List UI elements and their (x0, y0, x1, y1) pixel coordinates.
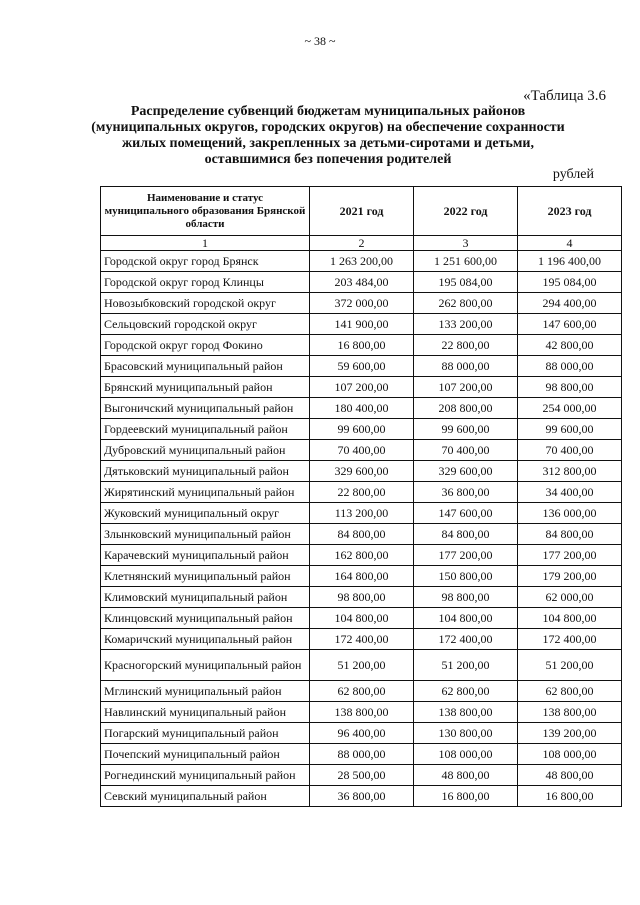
row-2022-cell: 138 800,00 (414, 702, 518, 723)
row-2021-cell: 98 800,00 (310, 587, 414, 608)
column-number: 3 (414, 236, 518, 251)
row-2021-cell: 22 800,00 (310, 482, 414, 503)
row-2022-cell: 22 800,00 (414, 335, 518, 356)
unit-label: рублей (552, 167, 594, 182)
row-2022-cell: 108 000,00 (414, 744, 518, 765)
column-header-2021: 2021 год (310, 187, 414, 236)
table-row (101, 419, 622, 440)
row-2022-cell: 208 800,00 (414, 398, 518, 419)
row-name-cell: Севский муниципальный район (101, 786, 310, 807)
row-2023-cell: 147 600,00 (518, 314, 622, 335)
row-2022-cell: 84 800,00 (414, 524, 518, 545)
column-number-row (101, 236, 622, 251)
row-2022-cell: 70 400,00 (414, 440, 518, 461)
row-2021-cell: 113 200,00 (310, 503, 414, 524)
row-2022-cell: 195 084,00 (414, 272, 518, 293)
row-name-cell: Клетнянский муниципальный район (101, 566, 310, 587)
table-row (101, 398, 622, 419)
table-row (101, 629, 622, 650)
row-2022-cell: 99 600,00 (414, 419, 518, 440)
row-2023-cell: 139 200,00 (518, 723, 622, 744)
row-2023-cell: 70 400,00 (518, 440, 622, 461)
row-name-cell: Новозыбковский городской округ (101, 293, 310, 314)
document-title: Распределение субвенций бюджетам муниципальных районов (муниципальных округов, городских округов) на обеспечение сохранности жилых помещений, закрепленных за детьми-сиротами и детьми, оставшимися без попечения родителей (91, 104, 565, 167)
table-label: «Таблица 3.6 (523, 88, 606, 104)
row-name-cell: Брянский муниципальный район (101, 377, 310, 398)
row-2023-cell: 98 800,00 (518, 377, 622, 398)
row-2022-cell: 16 800,00 (414, 786, 518, 807)
row-name-cell: Карачевский муниципальный район (101, 545, 310, 566)
row-2023-cell: 62 000,00 (518, 587, 622, 608)
row-2023-cell: 34 400,00 (518, 482, 622, 503)
row-2023-cell: 99 600,00 (518, 419, 622, 440)
row-2021-cell: 70 400,00 (310, 440, 414, 461)
table-header-row (101, 187, 622, 236)
row-2023-cell: 16 800,00 (518, 786, 622, 807)
row-2023-cell: 84 800,00 (518, 524, 622, 545)
row-2022-cell: 62 800,00 (414, 681, 518, 702)
row-name-cell: Дубровский муниципальный район (101, 440, 310, 461)
row-2021-cell: 62 800,00 (310, 681, 414, 702)
row-2023-cell: 138 800,00 (518, 702, 622, 723)
row-2022-cell: 133 200,00 (414, 314, 518, 335)
table-row (101, 650, 622, 681)
row-2023-cell: 254 000,00 (518, 398, 622, 419)
column-header-name: Наименование и статус муниципального образования Брянской области (101, 187, 310, 236)
row-2022-cell: 329 600,00 (414, 461, 518, 482)
row-name-cell: Брасовский муниципальный район (101, 356, 310, 377)
page-number: ~ 38 ~ (304, 34, 336, 48)
row-2021-cell: 164 800,00 (310, 566, 414, 587)
table-row (101, 314, 622, 335)
column-header-2022: 2022 год (414, 187, 518, 236)
table-row (101, 765, 622, 786)
table-row (101, 723, 622, 744)
column-header-2023: 2023 год (518, 187, 622, 236)
column-number: 4 (518, 236, 622, 251)
row-2021-cell: 36 800,00 (310, 786, 414, 807)
row-2023-cell: 88 000,00 (518, 356, 622, 377)
row-name-cell: Красногорский муниципальный район (101, 650, 310, 681)
subsidy-table (100, 186, 622, 807)
table-row (101, 272, 622, 293)
column-number: 2 (310, 236, 414, 251)
row-2023-cell: 179 200,00 (518, 566, 622, 587)
row-2023-cell: 108 000,00 (518, 744, 622, 765)
row-2022-cell: 48 800,00 (414, 765, 518, 786)
row-name-cell: Выгоничский муниципальный район (101, 398, 310, 419)
row-2021-cell: 88 000,00 (310, 744, 414, 765)
row-2022-cell: 147 600,00 (414, 503, 518, 524)
row-2021-cell: 16 800,00 (310, 335, 414, 356)
row-2023-cell: 62 800,00 (518, 681, 622, 702)
table-row (101, 702, 622, 723)
table-row (101, 566, 622, 587)
table-row (101, 524, 622, 545)
row-2021-cell: 51 200,00 (310, 650, 414, 681)
row-2022-cell: 107 200,00 (414, 377, 518, 398)
table-row (101, 744, 622, 765)
row-name-cell: Городской округ город Фокино (101, 335, 310, 356)
row-2022-cell: 36 800,00 (414, 482, 518, 503)
row-name-cell: Городской округ город Клинцы (101, 272, 310, 293)
table-row (101, 440, 622, 461)
table-row (101, 461, 622, 482)
row-2022-cell: 130 800,00 (414, 723, 518, 744)
row-2022-cell: 172 400,00 (414, 629, 518, 650)
row-2021-cell: 28 500,00 (310, 765, 414, 786)
row-2021-cell: 329 600,00 (310, 461, 414, 482)
row-2022-cell: 150 800,00 (414, 566, 518, 587)
row-name-cell: Жирятинский муниципальный район (101, 482, 310, 503)
row-name-cell: Погарский муниципальный район (101, 723, 310, 744)
row-2023-cell: 51 200,00 (518, 650, 622, 681)
row-2023-cell: 195 084,00 (518, 272, 622, 293)
row-name-cell: Гордеевский муниципальный район (101, 419, 310, 440)
row-2021-cell: 141 900,00 (310, 314, 414, 335)
row-2021-cell: 84 800,00 (310, 524, 414, 545)
row-2022-cell: 104 800,00 (414, 608, 518, 629)
row-name-cell: Навлинский муниципальный район (101, 702, 310, 723)
row-2023-cell: 312 800,00 (518, 461, 622, 482)
row-name-cell: Комаричский муниципальный район (101, 629, 310, 650)
table-row (101, 608, 622, 629)
table-row (101, 356, 622, 377)
row-2021-cell: 372 000,00 (310, 293, 414, 314)
row-2021-cell: 1 263 200,00 (310, 251, 414, 272)
column-number: 1 (101, 236, 310, 251)
row-2021-cell: 99 600,00 (310, 419, 414, 440)
table-row (101, 681, 622, 702)
table-row (101, 786, 622, 807)
row-2023-cell: 177 200,00 (518, 545, 622, 566)
row-2023-cell: 172 400,00 (518, 629, 622, 650)
table-row (101, 587, 622, 608)
row-2022-cell: 262 800,00 (414, 293, 518, 314)
row-2023-cell: 104 800,00 (518, 608, 622, 629)
row-2021-cell: 203 484,00 (310, 272, 414, 293)
row-name-cell: Рогнединский муниципальный район (101, 765, 310, 786)
row-2023-cell: 42 800,00 (518, 335, 622, 356)
row-2022-cell: 177 200,00 (414, 545, 518, 566)
row-name-cell: Городской округ город Брянск (101, 251, 310, 272)
row-2022-cell: 1 251 600,00 (414, 251, 518, 272)
table-row (101, 251, 622, 272)
table-body (101, 251, 622, 807)
row-2023-cell: 294 400,00 (518, 293, 622, 314)
row-2021-cell: 172 400,00 (310, 629, 414, 650)
row-2021-cell: 96 400,00 (310, 723, 414, 744)
table-row (101, 377, 622, 398)
row-2021-cell: 59 600,00 (310, 356, 414, 377)
row-2022-cell: 51 200,00 (414, 650, 518, 681)
row-name-cell: Сельцовский городской округ (101, 314, 310, 335)
table-row (101, 503, 622, 524)
row-2021-cell: 180 400,00 (310, 398, 414, 419)
row-name-cell: Дятьковский муниципальный район (101, 461, 310, 482)
row-name-cell: Почепский муниципальный район (101, 744, 310, 765)
row-2023-cell: 1 196 400,00 (518, 251, 622, 272)
row-2021-cell: 162 800,00 (310, 545, 414, 566)
row-2022-cell: 98 800,00 (414, 587, 518, 608)
row-2023-cell: 136 000,00 (518, 503, 622, 524)
row-2022-cell: 88 000,00 (414, 356, 518, 377)
table-row (101, 335, 622, 356)
row-2021-cell: 138 800,00 (310, 702, 414, 723)
table-row (101, 293, 622, 314)
row-name-cell: Климовский муниципальный район (101, 587, 310, 608)
row-2021-cell: 107 200,00 (310, 377, 414, 398)
row-name-cell: Жуковский муниципальный округ (101, 503, 310, 524)
row-2021-cell: 104 800,00 (310, 608, 414, 629)
row-name-cell: Клинцовский муниципальный район (101, 608, 310, 629)
row-2023-cell: 48 800,00 (518, 765, 622, 786)
row-name-cell: Злынковский муниципальный район (101, 524, 310, 545)
row-name-cell: Мглинский муниципальный район (101, 681, 310, 702)
table-row (101, 482, 622, 503)
table-row (101, 545, 622, 566)
